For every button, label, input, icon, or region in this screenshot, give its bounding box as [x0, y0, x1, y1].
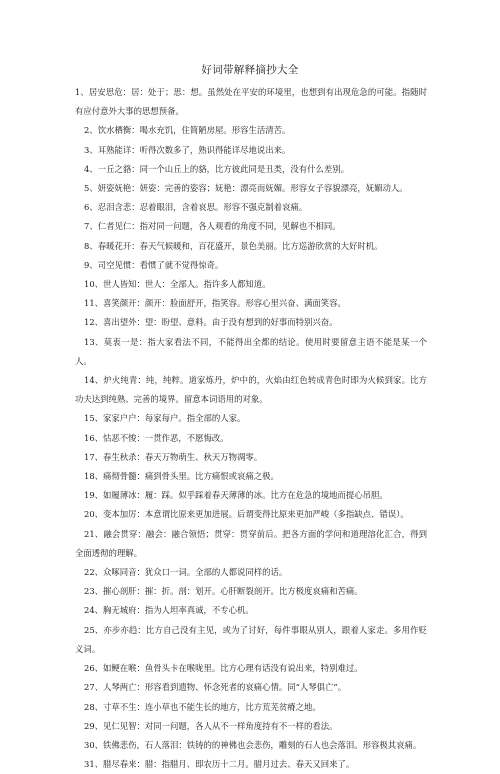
list-item: 17、春生秋杀：春天万物萌生、秋天万物凋零。 — [84, 451, 263, 462]
document-title: 好词带解释摘抄大全 — [201, 64, 299, 76]
list-item: 14、炉火纯青：纯，纯粹。道家炼丹，炉中的，火焰由红色转成青色时即为火候到家。比方功夫达到纯熟、完善的境界。留意本词语用的对象。 — [75, 375, 427, 405]
list-item: 5、妍姿妩艳：妍姿：完善的姿容；妩艳：漂亮而妩媚。形容女子容貌漂亮，妩媚动人。 — [84, 183, 408, 194]
list-item: 19、如履薄冰：履：踩。似乎踩着春天薄薄的冰。比方在危急的境地而提心吊胆。 — [84, 490, 388, 501]
list-item: 28、寸草不生：连小草也不能生长的地方，比方荒芜贫瘠之地。 — [84, 701, 321, 712]
list-item: 27、人琴两亡：形容看到遗物、怀念死者的哀痛心情。同“人琴俱亡”。 — [84, 682, 347, 693]
list-item: 13、莫衷一是：指大家看法不同，不能得出全都的结论。使用时要留意主语不能是某一个人。 — [75, 336, 427, 366]
list-item: 8、春暖花开：春天气候暖和，百花盛开，景色美丽。比方巡游欣赏的大好时机。 — [84, 240, 383, 251]
list-item: 15、家家户户：每家每户。指全部的人家。 — [84, 413, 246, 424]
list-item: 21、融会贯穿：融会：融合领悟；贯穿：贯穿前后。把各方面的学问和道理溶化汇合，得到全面透彻的理解。 — [75, 528, 427, 558]
list-item: 23、摧心剖肝：摧：折。剖：划开。心肝断裂剖开。比方极度哀痛和苦痛。 — [84, 586, 363, 597]
list-item: 26、如鲠在喉：鱼骨头卡在喉咙里。比方心理有话没有说出来，特别难过。 — [84, 663, 363, 674]
list-item: 16、怙恶不悛：一贯作恶，不愿悔改。 — [84, 432, 229, 443]
list-item: 3、耳熟能详：听得次数多了，熟识得能详尽地说出来。 — [84, 144, 291, 155]
list-item: 2、饮水栖衡：喝水充饥，住简陋房屋。形容生活清苦。 — [84, 125, 291, 136]
list-item: 4、一丘之貉：同一个山丘上的貉，比方彼此同是丑类，没有什么差别。 — [84, 163, 349, 174]
list-item: 29、见仁见智：对同一问题，各人从不一样角度持有不一样的看法。 — [84, 720, 338, 731]
list-item: 18、痛彻骨髓：痛到骨头里。比方痛恨或哀痛之极。 — [84, 471, 279, 482]
list-item: 12、喜出望外：望：盼望、意料。由于没有想到的好事而特别兴奋。 — [84, 317, 338, 328]
list-item: 10、世人皆知：世人：全部人。指许多人都知道。 — [84, 279, 271, 290]
list-item: 9、司空见惯：看惯了就不觉得惊奇。 — [84, 259, 224, 270]
list-item: 1、居安思危：居：处于；思：想。虽然处在平安的环境里，也想到有出现危急的可能。指随时有应付意外大事的思想预备。 — [75, 87, 427, 117]
entry-list — [75, 83, 427, 774]
list-item: 11、喜笑颜开：颜开：脸面舒开，指笑容。形容心里兴奋、满面笑容。 — [84, 298, 346, 309]
list-item: 25、亦步亦趋：比方自己没有主见，或为了讨好，每件事眼从别人，跟着人家走。多用作贬义词。 — [75, 624, 427, 654]
list-item: 6、忍泪含悲：忍着眼泪，含着哀思。形容不强克制着哀痛。 — [84, 202, 308, 213]
list-item: 22、众啄同音：犹众口一词。全部的人都说同样的话。 — [84, 567, 288, 578]
list-item: 31、腊尽春来：腊：指腊月、即农历十二月。腊月过去、春天又回来了。 — [84, 759, 355, 770]
list-item: 7、仁者见仁：指对同一问题，各人观看的角度不同，见解也不相同。 — [84, 221, 341, 232]
list-item: 20、变本加厉：本意谓比原来更加进展。后谓变得比原来更加严峻（多指缺点、错误）。 — [84, 509, 409, 520]
list-item: 30、铁佛悲伤，石人落泪：铁铸的的神佛也会悲伤，雕刻的石人也会落泪。形容极其哀痛。 — [84, 739, 422, 750]
list-item: 24、胸无城府：指为人坦率真诚，不专心机。 — [84, 605, 254, 616]
